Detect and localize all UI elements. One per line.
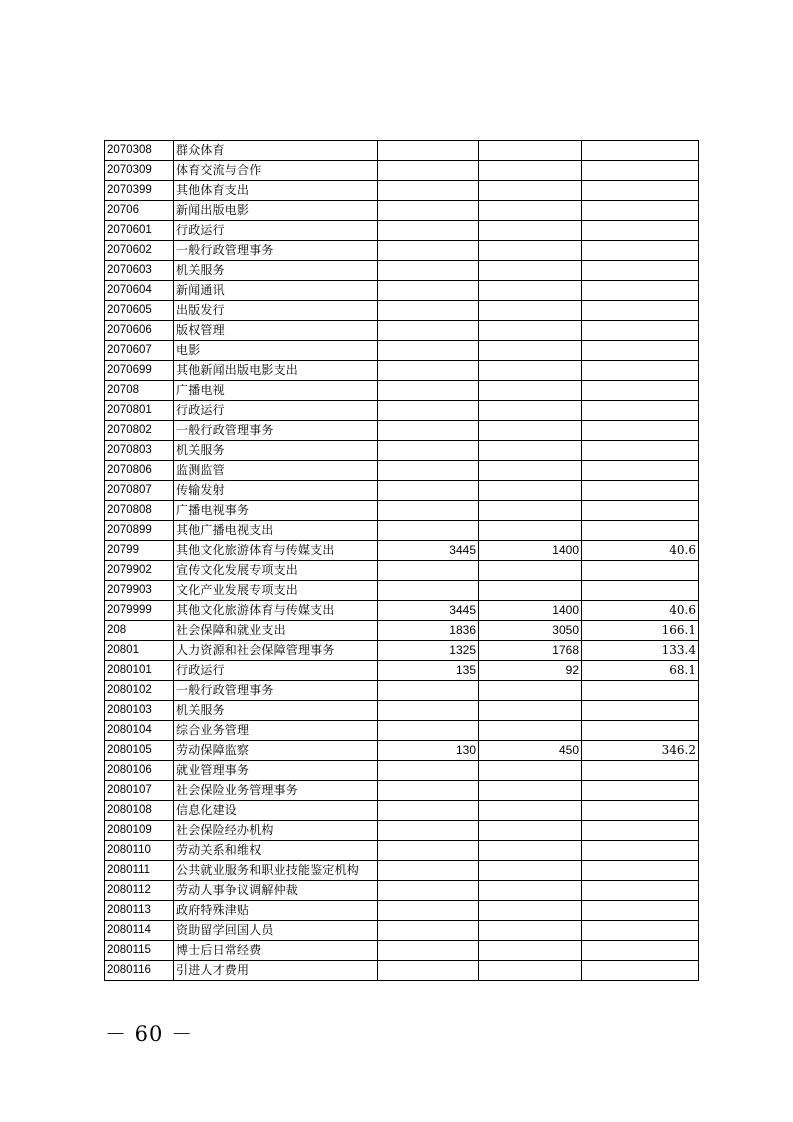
row-value-cell-3 (582, 521, 699, 541)
row-value-cell-1 (378, 561, 479, 581)
table-row (105, 421, 699, 441)
row-name-cell: 资助留学回国人员 (174, 921, 378, 941)
table-row (105, 621, 699, 641)
row-value-cell-2 (479, 401, 582, 421)
row-name-cell: 一般行政管理事务 (174, 681, 378, 701)
row-code-cell: 2080107 (105, 781, 174, 801)
row-code-cell: 2070808 (105, 501, 174, 521)
table-row (105, 681, 699, 701)
row-code-cell: 2070806 (105, 461, 174, 481)
row-value-cell-2 (479, 901, 582, 921)
row-value-cell-3: 40.6 (582, 541, 699, 561)
row-value-cell-2 (479, 201, 582, 221)
row-value-cell-2 (479, 181, 582, 201)
row-code-cell: 2080103 (105, 701, 174, 721)
table-row (105, 381, 699, 401)
table-row (105, 281, 699, 301)
row-value-cell-3 (582, 921, 699, 941)
row-code-cell: 2080116 (105, 961, 174, 981)
row-name-cell: 广播电视 (174, 381, 378, 401)
row-value-cell-3 (582, 461, 699, 481)
table-row (105, 841, 699, 861)
row-name-cell: 政府特殊津贴 (174, 901, 378, 921)
table-row (105, 901, 699, 921)
row-value-cell-1 (378, 781, 479, 801)
row-value-cell-1 (378, 361, 479, 381)
row-value-cell-1 (378, 241, 479, 261)
row-value-cell-1 (378, 821, 479, 841)
row-value-cell-1: 1836 (378, 621, 479, 641)
row-value-cell-3 (582, 381, 699, 401)
table-row (105, 481, 699, 501)
row-name-cell: 劳动保障监察 (174, 741, 378, 761)
row-value-cell-2 (479, 381, 582, 401)
table-row (105, 321, 699, 341)
row-value-cell-2: 3050 (479, 621, 582, 641)
row-value-cell-3 (582, 681, 699, 701)
row-name-cell: 机关服务 (174, 701, 378, 721)
row-name-cell: 其他新闻出版电影支出 (174, 361, 378, 381)
row-value-cell-3 (582, 581, 699, 601)
row-value-cell-1 (378, 261, 479, 281)
table-row (105, 501, 699, 521)
row-code-cell: 2080112 (105, 881, 174, 901)
row-name-cell: 传输发射 (174, 481, 378, 501)
table-row (105, 541, 699, 561)
row-name-cell: 公共就业服务和职业技能鉴定机构 (174, 861, 378, 881)
row-code-cell: 2080106 (105, 761, 174, 781)
table-row (105, 361, 699, 381)
table-row (105, 181, 699, 201)
row-name-cell: 宣传文化发展专项支出 (174, 561, 378, 581)
row-code-cell: 2070606 (105, 321, 174, 341)
row-value-cell-2 (479, 861, 582, 881)
row-value-cell-2 (479, 841, 582, 861)
row-value-cell-2 (479, 241, 582, 261)
row-code-cell: 2070602 (105, 241, 174, 261)
row-value-cell-3 (582, 441, 699, 461)
row-name-cell: 一般行政管理事务 (174, 241, 378, 261)
row-value-cell-3 (582, 281, 699, 301)
row-name-cell: 其他广播电视支出 (174, 521, 378, 541)
row-code-cell: 2080115 (105, 941, 174, 961)
row-value-cell-3 (582, 721, 699, 741)
row-value-cell-1 (378, 301, 479, 321)
row-value-cell-2 (479, 781, 582, 801)
row-value-cell-3 (582, 881, 699, 901)
row-name-cell: 版权管理 (174, 321, 378, 341)
row-value-cell-2 (479, 581, 582, 601)
row-name-cell: 行政运行 (174, 221, 378, 241)
row-value-cell-3: 346.2 (582, 741, 699, 761)
row-name-cell: 新闻出版电影 (174, 201, 378, 221)
row-code-cell: 2070803 (105, 441, 174, 461)
row-value-cell-1 (378, 281, 479, 301)
row-name-cell: 一般行政管理事务 (174, 421, 378, 441)
table-row (105, 761, 699, 781)
row-value-cell-2 (479, 681, 582, 701)
row-name-cell: 机关服务 (174, 441, 378, 461)
table-row (105, 861, 699, 881)
row-value-cell-2: 92 (479, 661, 582, 681)
row-value-cell-1 (378, 481, 479, 501)
row-value-cell-3 (582, 481, 699, 501)
table-row (105, 341, 699, 361)
row-value-cell-1 (378, 161, 479, 181)
row-value-cell-3 (582, 261, 699, 281)
row-value-cell-2 (479, 301, 582, 321)
row-value-cell-1: 3445 (378, 541, 479, 561)
row-name-cell: 出版发行 (174, 301, 378, 321)
row-value-cell-1 (378, 761, 479, 781)
row-name-cell: 其他文化旅游体育与传媒支出 (174, 601, 378, 621)
row-value-cell-2 (479, 561, 582, 581)
row-name-cell: 劳动关系和维权 (174, 841, 378, 861)
row-value-cell-2 (479, 921, 582, 941)
row-value-cell-2 (479, 421, 582, 441)
row-value-cell-2 (479, 341, 582, 361)
row-name-cell: 引进人才费用 (174, 961, 378, 981)
row-value-cell-2 (479, 821, 582, 841)
row-value-cell-2 (479, 881, 582, 901)
row-value-cell-1: 130 (378, 741, 479, 761)
table-row (105, 241, 699, 261)
row-value-cell-1: 3445 (378, 601, 479, 621)
row-code-cell: 2080105 (105, 741, 174, 761)
row-value-cell-1 (378, 961, 479, 981)
row-code-cell: 2080109 (105, 821, 174, 841)
row-value-cell-2: 450 (479, 741, 582, 761)
row-value-cell-2 (479, 321, 582, 341)
row-value-cell-3 (582, 341, 699, 361)
row-value-cell-3 (582, 361, 699, 381)
row-code-cell: 2080114 (105, 921, 174, 941)
row-value-cell-1 (378, 501, 479, 521)
row-value-cell-1 (378, 841, 479, 861)
row-value-cell-1 (378, 141, 479, 161)
row-value-cell-3 (582, 561, 699, 581)
row-value-cell-3 (582, 701, 699, 721)
row-code-cell: 2080102 (105, 681, 174, 701)
table-row (105, 401, 699, 421)
row-name-cell: 新闻通讯 (174, 281, 378, 301)
row-code-cell: 2070807 (105, 481, 174, 501)
row-value-cell-1 (378, 721, 479, 741)
row-code-cell: 20706 (105, 201, 174, 221)
row-name-cell: 就业管理事务 (174, 761, 378, 781)
row-code-cell: 2070801 (105, 401, 174, 421)
row-value-cell-1 (378, 921, 479, 941)
row-code-cell: 2080101 (105, 661, 174, 681)
row-code-cell: 2080108 (105, 801, 174, 821)
row-code-cell: 2070802 (105, 421, 174, 441)
table-row (105, 941, 699, 961)
row-name-cell: 机关服务 (174, 261, 378, 281)
row-code-cell: 2080110 (105, 841, 174, 861)
row-code-cell: 2070605 (105, 301, 174, 321)
table-row (105, 301, 699, 321)
row-name-cell: 监测监管 (174, 461, 378, 481)
row-name-cell: 博士后日常经费 (174, 941, 378, 961)
row-value-cell-2: 1768 (479, 641, 582, 661)
table-row (105, 881, 699, 901)
row-value-cell-3 (582, 821, 699, 841)
table-row (105, 461, 699, 481)
row-value-cell-1 (378, 221, 479, 241)
row-value-cell-2 (479, 721, 582, 741)
row-name-cell: 群众体育 (174, 141, 378, 161)
row-code-cell: 2079902 (105, 561, 174, 581)
row-value-cell-1 (378, 861, 479, 881)
row-value-cell-2: 1400 (479, 601, 582, 621)
row-code-cell: 2070308 (105, 141, 174, 161)
row-code-cell: 2070607 (105, 341, 174, 361)
row-code-cell: 2070604 (105, 281, 174, 301)
row-value-cell-2 (479, 141, 582, 161)
row-code-cell: 2080113 (105, 901, 174, 921)
table-row (105, 741, 699, 761)
row-value-cell-1 (378, 441, 479, 461)
row-value-cell-3 (582, 961, 699, 981)
row-value-cell-3 (582, 141, 699, 161)
table-row (105, 701, 699, 721)
row-value-cell-1 (378, 321, 479, 341)
row-name-cell: 人力资源和社会保障管理事务 (174, 641, 378, 661)
row-name-cell: 体育交流与合作 (174, 161, 378, 181)
row-name-cell: 其他体育支出 (174, 181, 378, 201)
table-row (105, 261, 699, 281)
row-name-cell: 行政运行 (174, 401, 378, 421)
row-value-cell-3 (582, 301, 699, 321)
page-number: － 60 － (105, 1022, 194, 1046)
table-row (105, 201, 699, 221)
row-value-cell-1 (378, 581, 479, 601)
row-value-cell-1 (378, 341, 479, 361)
row-code-cell: 20708 (105, 381, 174, 401)
row-code-cell: 2080111 (105, 861, 174, 881)
row-value-cell-1 (378, 201, 479, 221)
table-row (105, 661, 699, 681)
row-code-cell: 20799 (105, 541, 174, 561)
budget-table (104, 140, 699, 981)
row-value-cell-2 (479, 281, 582, 301)
row-code-cell: 2079999 (105, 601, 174, 621)
row-name-cell: 综合业务管理 (174, 721, 378, 741)
row-value-cell-3 (582, 801, 699, 821)
table-row (105, 781, 699, 801)
row-code-cell: 2070399 (105, 181, 174, 201)
row-value-cell-1 (378, 461, 479, 481)
row-value-cell-3 (582, 181, 699, 201)
table-row (105, 141, 699, 161)
row-name-cell: 社会保障和就业支出 (174, 621, 378, 641)
row-value-cell-3 (582, 401, 699, 421)
row-value-cell-3 (582, 161, 699, 181)
row-value-cell-2 (479, 481, 582, 501)
row-value-cell-2 (479, 521, 582, 541)
row-value-cell-2 (479, 261, 582, 281)
row-value-cell-1 (378, 421, 479, 441)
table-body (105, 141, 699, 981)
row-code-cell: 2070699 (105, 361, 174, 381)
row-name-cell: 文化产业发展专项支出 (174, 581, 378, 601)
row-value-cell-2 (479, 441, 582, 461)
row-value-cell-3 (582, 941, 699, 961)
row-value-cell-3 (582, 241, 699, 261)
row-code-cell: 2070603 (105, 261, 174, 281)
row-value-cell-1 (378, 801, 479, 821)
row-name-cell: 社会保险业务管理事务 (174, 781, 378, 801)
row-name-cell: 其他文化旅游体育与传媒支出 (174, 541, 378, 561)
row-value-cell-2 (479, 761, 582, 781)
row-value-cell-2 (479, 161, 582, 181)
table-row (105, 601, 699, 621)
row-value-cell-1 (378, 401, 479, 421)
table-row (105, 521, 699, 541)
row-value-cell-2 (479, 701, 582, 721)
row-value-cell-3 (582, 841, 699, 861)
row-value-cell-3 (582, 861, 699, 881)
row-value-cell-2 (479, 801, 582, 821)
row-value-cell-3: 68.1 (582, 661, 699, 681)
row-code-cell: 2070601 (105, 221, 174, 241)
row-value-cell-1 (378, 901, 479, 921)
table-row (105, 161, 699, 181)
row-name-cell: 广播电视事务 (174, 501, 378, 521)
row-value-cell-3: 166.1 (582, 621, 699, 641)
row-value-cell-1 (378, 881, 479, 901)
table-row (105, 821, 699, 841)
row-code-cell: 2080104 (105, 721, 174, 741)
row-value-cell-1: 1325 (378, 641, 479, 661)
row-value-cell-1 (378, 381, 479, 401)
row-code-cell: 20801 (105, 641, 174, 661)
table-row (105, 221, 699, 241)
table-row (105, 441, 699, 461)
row-value-cell-2: 1400 (479, 541, 582, 561)
row-value-cell-3 (582, 201, 699, 221)
row-value-cell-2 (479, 461, 582, 481)
table-row (105, 641, 699, 661)
row-value-cell-3 (582, 221, 699, 241)
row-value-cell-1: 135 (378, 661, 479, 681)
row-code-cell: 2070309 (105, 161, 174, 181)
table-row (105, 581, 699, 601)
row-value-cell-3 (582, 321, 699, 341)
row-value-cell-3 (582, 501, 699, 521)
row-code-cell: 2079903 (105, 581, 174, 601)
row-value-cell-3 (582, 421, 699, 441)
row-value-cell-2 (479, 941, 582, 961)
row-value-cell-1 (378, 181, 479, 201)
row-name-cell: 电影 (174, 341, 378, 361)
row-value-cell-1 (378, 521, 479, 541)
row-value-cell-2 (479, 501, 582, 521)
row-code-cell: 2070899 (105, 521, 174, 541)
row-name-cell: 行政运行 (174, 661, 378, 681)
row-name-cell: 劳动人事争议调解仲裁 (174, 881, 378, 901)
row-value-cell-3: 133.4 (582, 641, 699, 661)
row-value-cell-3 (582, 761, 699, 781)
row-value-cell-2 (479, 961, 582, 981)
table-row (105, 961, 699, 981)
row-value-cell-1 (378, 701, 479, 721)
row-value-cell-1 (378, 941, 479, 961)
table-row (105, 801, 699, 821)
row-value-cell-3 (582, 901, 699, 921)
row-code-cell: 208 (105, 621, 174, 641)
row-name-cell: 信息化建设 (174, 801, 378, 821)
row-value-cell-3: 40.6 (582, 601, 699, 621)
row-name-cell: 社会保险经办机构 (174, 821, 378, 841)
row-value-cell-3 (582, 781, 699, 801)
table-row (105, 561, 699, 581)
table-row (105, 921, 699, 941)
row-value-cell-2 (479, 221, 582, 241)
table-row (105, 721, 699, 741)
row-value-cell-1 (378, 681, 479, 701)
row-value-cell-2 (479, 361, 582, 381)
